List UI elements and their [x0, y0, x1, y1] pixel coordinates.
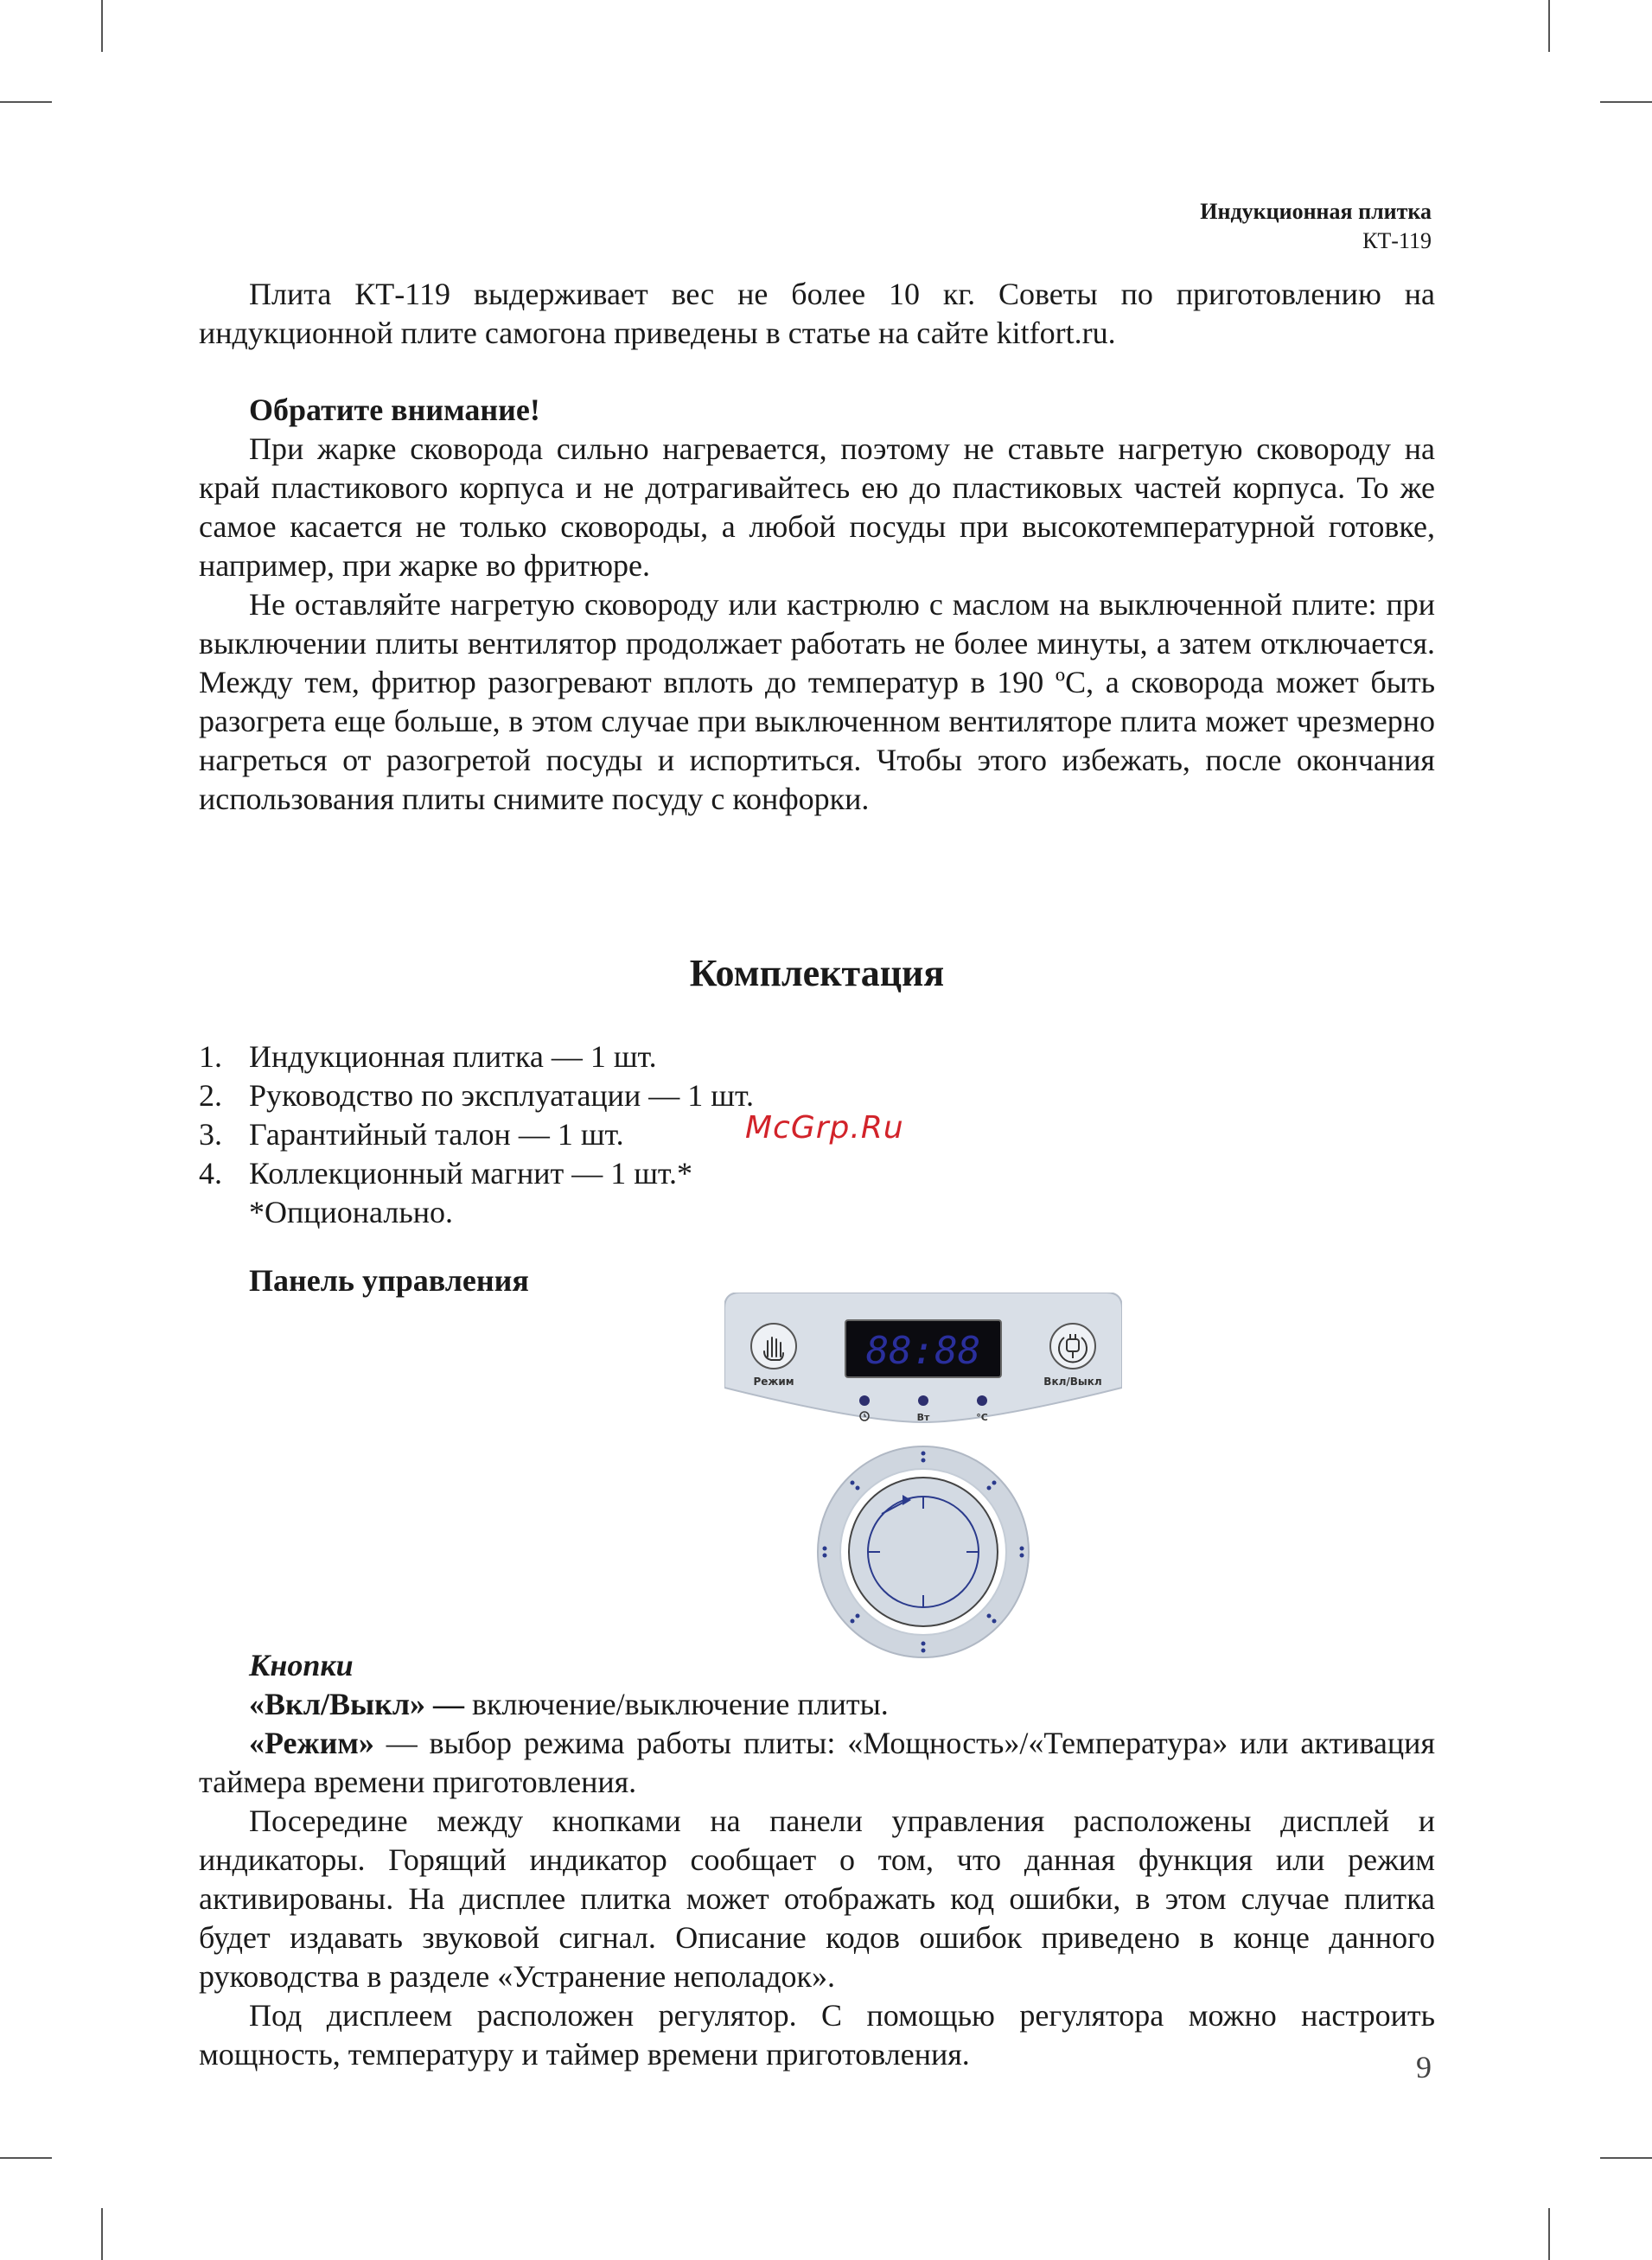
intro-block [199, 275, 1435, 353]
power-indicator [918, 1395, 928, 1406]
intro-paragraph: Плита КТ-119 выдерживает вес не более 10 кг. Советы по приготовлению на индукционной плите самогона приведены в статье на сайте kitfort.ru. [199, 277, 1435, 350]
panel-heading: Панель управления [249, 1263, 529, 1298]
crop-mark [0, 101, 52, 103]
led-display [845, 1320, 1001, 1377]
list-item: 1. Индукционная плитка — 1 шт. [199, 1039, 657, 1074]
watt-label: Вт [916, 1412, 930, 1423]
crop-mark [1600, 101, 1652, 103]
running-header [1200, 197, 1432, 256]
crop-mark [1600, 2157, 1652, 2159]
crop-mark [101, 0, 103, 52]
buttons-paragraph-2: Под дисплеем расположен регулятор. С помощью регулятора можно настроить мощность, температуру и таймер времени приготовления. [199, 1998, 1435, 2072]
attention-block [199, 391, 1435, 819]
attention-heading: Обратите внимание! [249, 393, 540, 427]
mode-button-label: Режим [753, 1376, 794, 1388]
mode-description: «Режим» — выбор режима работы плиты: «Мощность»/«Температура» или активация таймера времени приготовления. [199, 1726, 1435, 1799]
crop-mark [0, 2157, 52, 2159]
attention-paragraph-2: Не оставляйте нагретую сковороду или кастрюлю с маслом на выключенной плите: при выключении плиты вентилятор продолжает работать не более минуты, а затем отключается. Между тем, фритюр разогревают вплоть до температур в 190 ºС, а сковорода может быть разогрета еще больше, в этом случае при выключенном вентиляторе плита может чрезмерно нагреться от разогретой посуды и испортиться. Чтобы этого избежать, после окончания использования плиты снимите посуду с конфорки. [199, 587, 1435, 816]
temperature-indicator [977, 1395, 987, 1406]
mode-button[interactable] [751, 1324, 796, 1388]
attention-paragraph-1: При жарке сковорода сильно нагревается, поэтому не ставьте нагретую сковороду на край пластикового корпуса и не дотрагивайтесь ею до пластиковых частей корпуса. То же самое касается не только сковороды, а любой посуды при высокотемпературной готовке, например, при жарке во фритюре. [199, 431, 1435, 583]
watermark: McGrp.Ru [745, 1110, 904, 1146]
celsius-label: °C [976, 1412, 988, 1423]
control-panel-figure [724, 1293, 1122, 1664]
display-readout: 88:88 [865, 1329, 981, 1373]
kit-note: *Опционально. [249, 1195, 454, 1229]
list-item: 3. Гарантийный талон — 1 шт. [199, 1117, 624, 1152]
buttons-heading: Кнопки [249, 1648, 354, 1682]
timer-indicator [859, 1395, 870, 1406]
buttons-paragraph-1: Посередине между кнопками на панели управления расположены дисплей и индикаторы. Горящий индикатор сообщает о том, что данная функция или режим активированы. На дисплее плитка может отображать код ошибки, в этом случае плитка будет издавать звуковой сигнал. Описание кодов ошибок приведено в конце данного руководства в разделе «Устранение неполадок». [199, 1804, 1435, 1994]
onoff-description: «Вкл/Выкл» — включение/выключение плиты. [249, 1687, 889, 1721]
buttons-block [199, 1646, 1435, 2074]
list-item: 2. Руководство по эксплуатации — 1 шт. [199, 1078, 754, 1113]
section-title-kit: Комплектация [689, 952, 945, 994]
header-title: Индукционная плитка [1200, 199, 1432, 224]
header-model: КТ-119 [1362, 228, 1432, 253]
crop-mark [1548, 0, 1550, 52]
crop-mark [101, 2208, 103, 2260]
page-number: 9 [1416, 2050, 1432, 2084]
list-item: 4. Коллекционный магнит — 1 шт.* [199, 1156, 692, 1191]
crop-mark [1548, 2208, 1550, 2260]
power-button-label: Вкл/Выкл [1043, 1376, 1102, 1388]
regulator-knob[interactable] [818, 1446, 1029, 1657]
kit-list [199, 1037, 754, 1232]
